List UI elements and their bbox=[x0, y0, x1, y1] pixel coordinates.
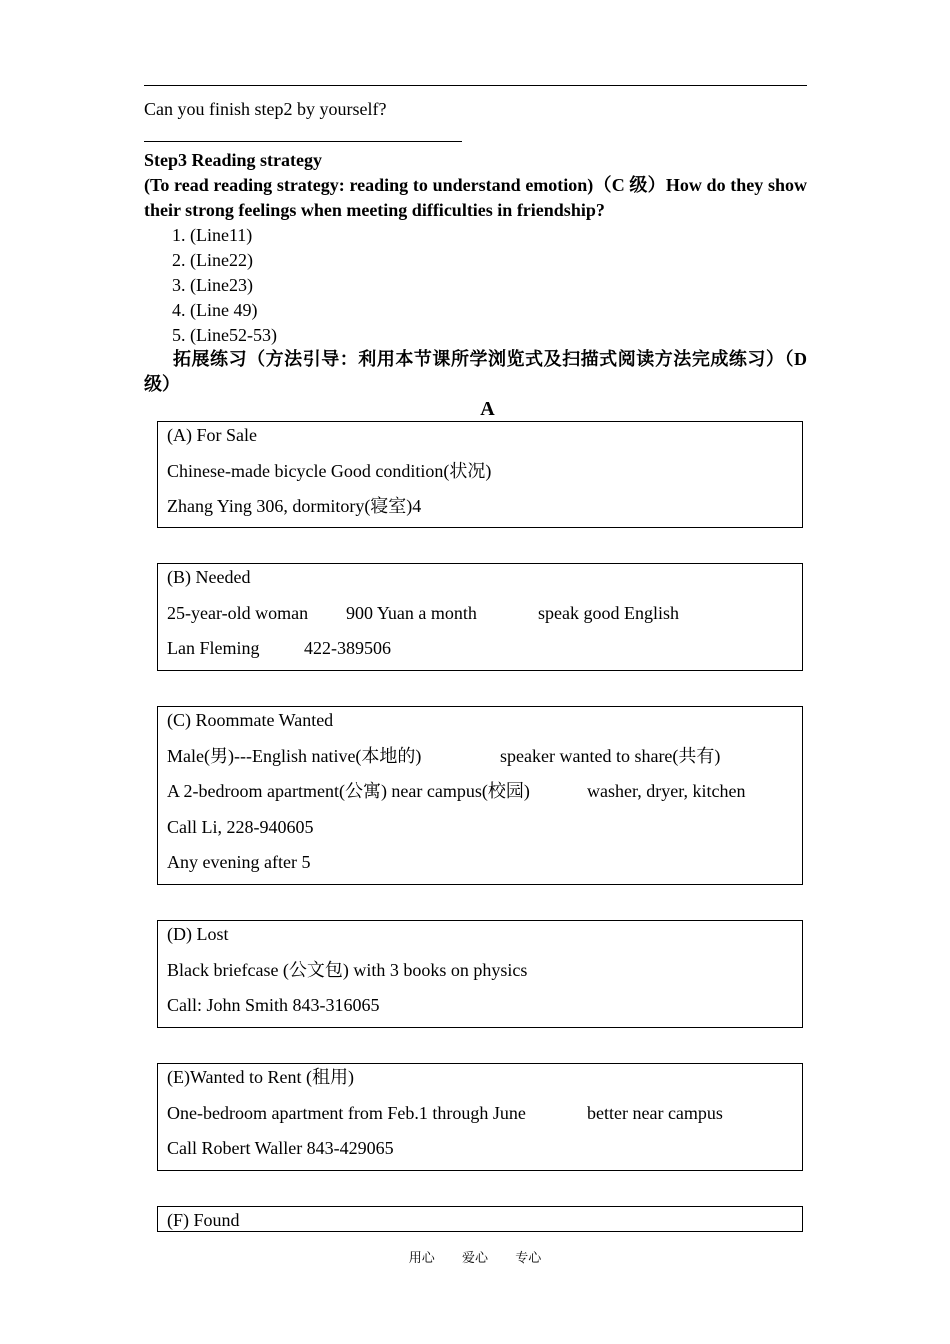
line-ref-item: 4. (Line 49) bbox=[172, 300, 258, 320]
line-ref-item: 5. (Line52-53) bbox=[172, 325, 277, 345]
ad-text: speak good English bbox=[538, 602, 679, 623]
page-footer bbox=[0, 1249, 950, 1267]
ad-text: 900 Yuan a month bbox=[346, 602, 477, 623]
ad-text: 25-year-old woman bbox=[167, 602, 309, 623]
intro-question: Can you finish step2 by yourself? bbox=[144, 99, 387, 119]
section-label: A bbox=[480, 398, 495, 420]
ad-title: (C) Roommate Wanted bbox=[167, 710, 334, 730]
footer-word: 爱心 bbox=[461, 1250, 488, 1265]
ad-text: Male(男)---English native(本地的) bbox=[167, 745, 422, 766]
step3-instruction: (To read reading strategy: reading to understand emotion)（C 级）How do they show their strong feelings when meeting difficulties in friendship? bbox=[144, 175, 807, 220]
ad-box-found bbox=[157, 1206, 803, 1232]
ad-title: (F) Found bbox=[167, 1210, 240, 1230]
line-ref-item: 3. (Line23) bbox=[172, 275, 253, 295]
answer-line bbox=[144, 141, 462, 142]
ad-text: Call: John Smith 843-316065 bbox=[167, 995, 380, 1016]
top-divider bbox=[144, 85, 807, 86]
ad-title: (A) For Sale bbox=[167, 425, 257, 445]
ad-text: Chinese-made bicycle Good condition(状况) bbox=[167, 460, 492, 481]
ad-text: Call Li, 228-940605 bbox=[167, 816, 314, 837]
ad-text: 422-389506 bbox=[304, 638, 391, 659]
ad-text: Black briefcase (公文包) with 3 books on physics bbox=[167, 959, 528, 980]
extension-heading: 拓展练习（方法引导：利用本节课所学浏览式及扫描式阅读方法完成练习）（D 级） bbox=[144, 349, 807, 394]
ad-box-lost bbox=[157, 920, 803, 1028]
footer-word: 专心 bbox=[515, 1250, 542, 1265]
ad-box-roommate-wanted bbox=[157, 706, 803, 885]
ad-text: washer, dryer, kitchen bbox=[587, 781, 746, 802]
ad-text: Any evening after 5 bbox=[167, 852, 311, 873]
ad-box-for-sale bbox=[157, 421, 803, 528]
line-ref-item: 2. (Line22) bbox=[172, 250, 253, 270]
footer-word: 用心 bbox=[408, 1250, 435, 1265]
ad-box-wanted-to-rent bbox=[157, 1063, 803, 1171]
ad-title: (E)Wanted to Rent (租用) bbox=[167, 1067, 354, 1087]
ad-text: better near campus bbox=[587, 1102, 723, 1123]
line-ref-item: 1. (Line11) bbox=[172, 225, 253, 245]
ad-title: (B) Needed bbox=[167, 567, 251, 587]
ad-text: One-bedroom apartment from Feb.1 through June bbox=[167, 1102, 526, 1123]
ad-text: A 2-bedroom apartment(公寓) near campus(校园) bbox=[167, 781, 530, 802]
step3-title: Step3 Reading strategy bbox=[144, 150, 322, 170]
ad-text: speaker wanted to share(共有) bbox=[500, 745, 721, 766]
ad-title: (D) Lost bbox=[167, 924, 229, 944]
ad-text: Call Robert Waller 843-429065 bbox=[167, 1138, 394, 1159]
ad-text: Zhang Ying 306, dormitory(寝室)4 bbox=[167, 496, 422, 517]
ad-text: Lan Fleming bbox=[167, 638, 260, 659]
ad-box-needed bbox=[157, 563, 803, 671]
